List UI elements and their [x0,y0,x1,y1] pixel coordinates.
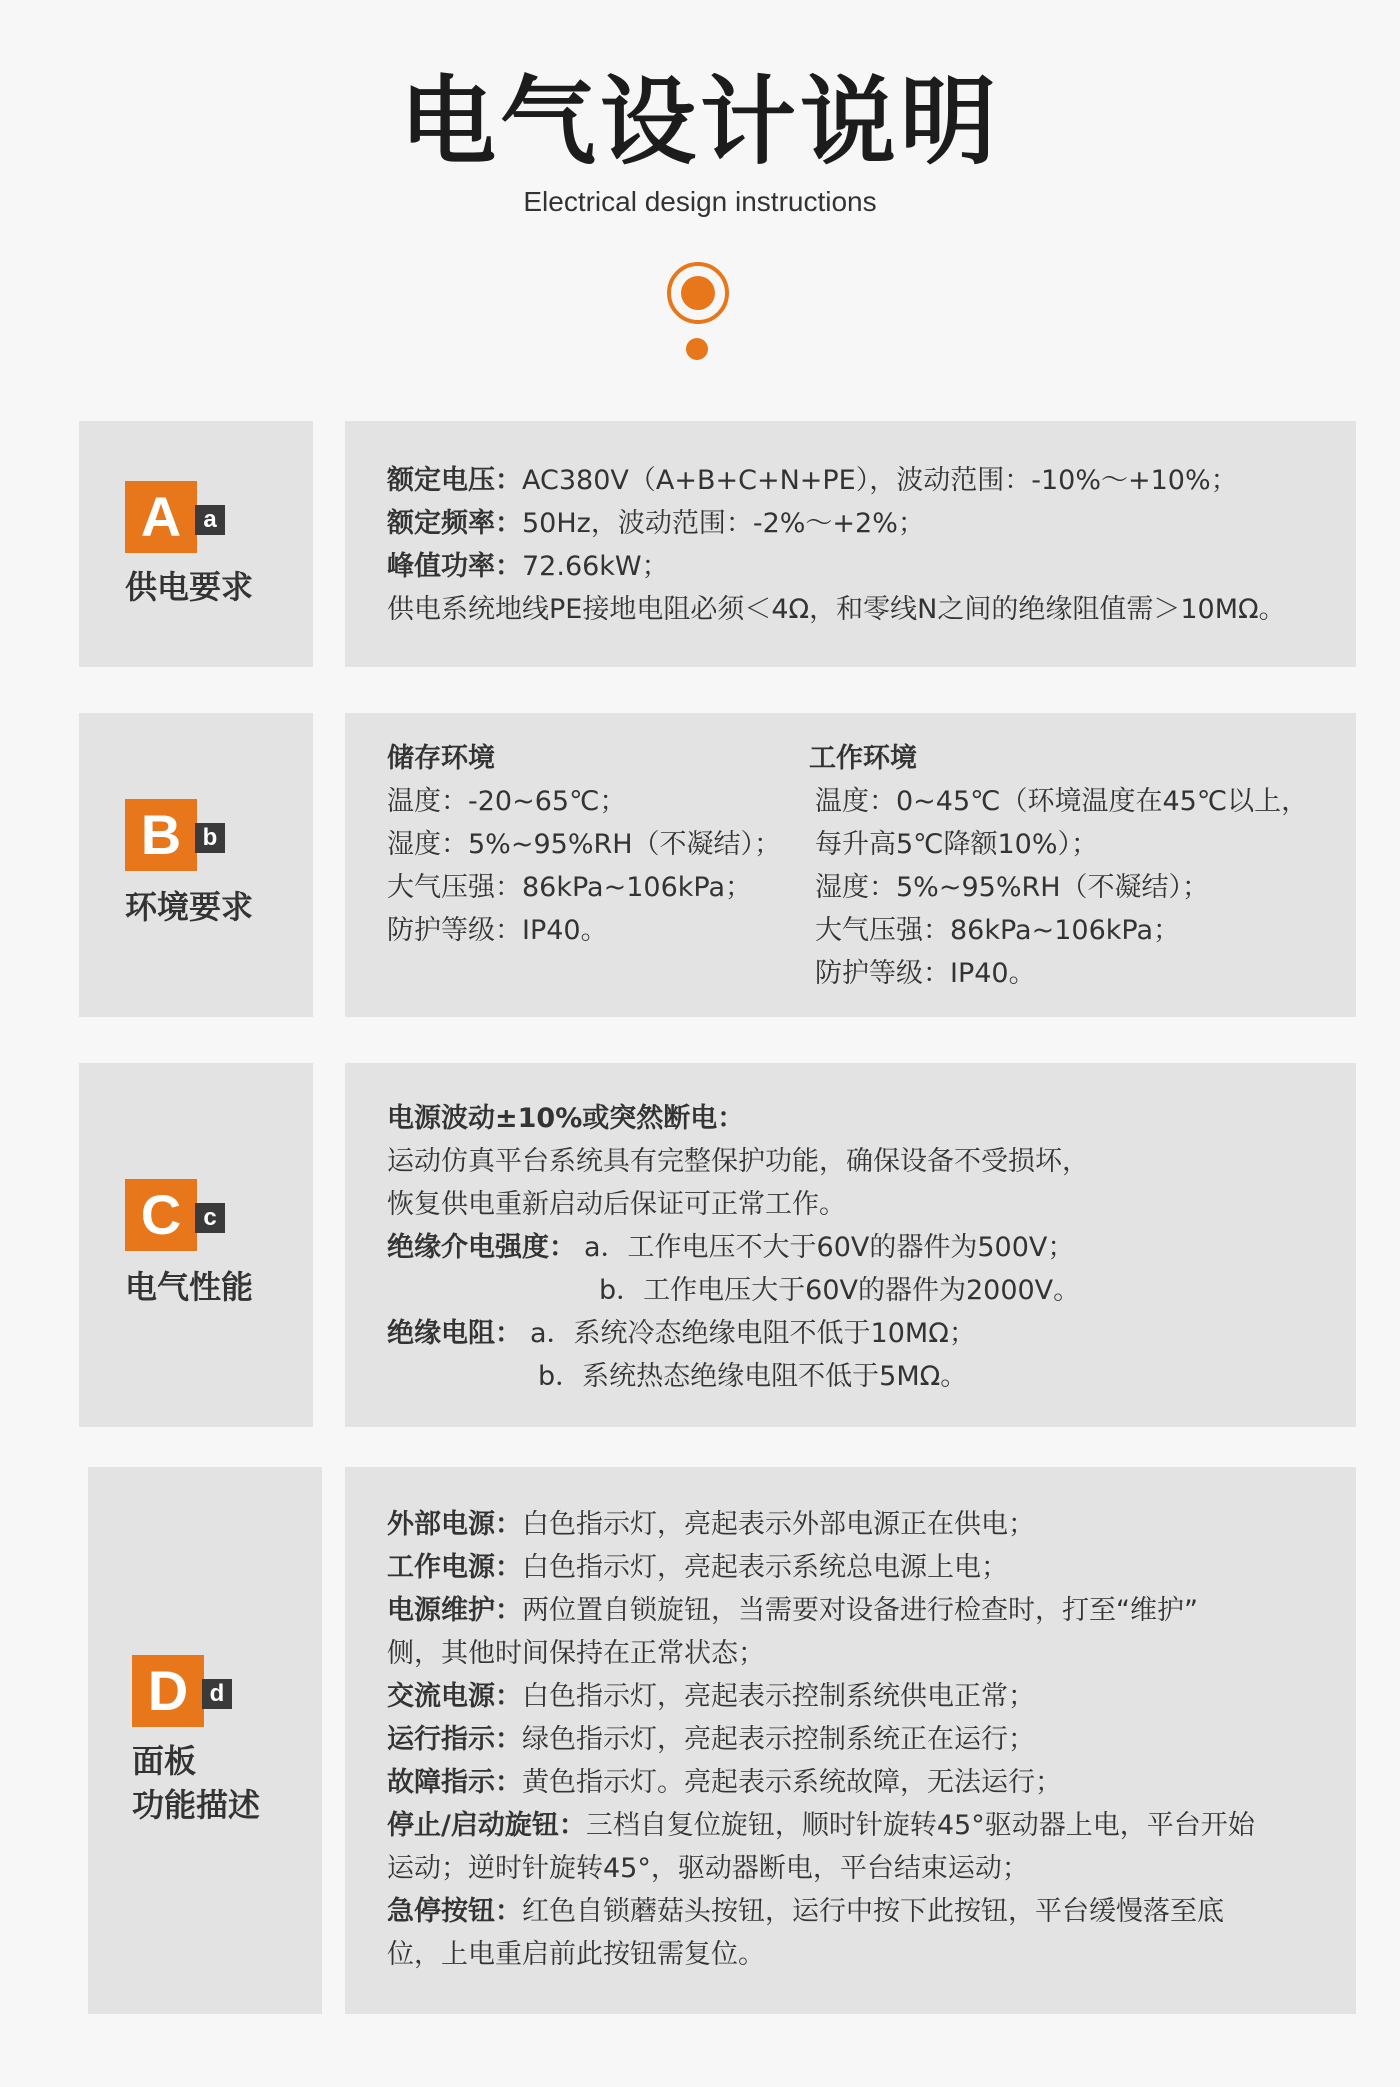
insulation-strength-label: 绝缘介电强度： [387,1232,576,1263]
storage-line: 湿度：5%~95%RH（不凝结）； [387,829,782,860]
section-c-line: 恢复供电重新启动后保证可正常工作。 [387,1189,846,1220]
section-d-label-panel [88,1467,322,2014]
page-title: 电气设计说明 [400,66,1000,178]
section-a-line: 额定频率：50Hz，波动范围：-2%～+2%； [387,508,925,539]
working-line: 防护等级：IP40。 [815,958,1036,989]
storage-heading: 储存环境 [387,743,495,774]
ring-core [681,276,715,310]
panel-function-line: 工作电源：白色指示灯，亮起表示系统总电源上电； [387,1552,1008,1583]
section-a-sub-letter: a [195,505,225,535]
section-d-letter: D [132,1655,204,1727]
panel-function-line: 运行指示：绿色指示灯，亮起表示控制系统正在运行； [387,1724,1035,1755]
section-d-sub-letter: d [202,1679,232,1709]
section-b-name: 环境要求 [125,888,254,926]
working-line: 湿度：5%~95%RH（不凝结）； [815,872,1210,903]
panel-function-line: 侧，其他时间保持在正常状态； [387,1638,765,1669]
section-c-content [387,1097,1089,1398]
panel-function-line: 故障指示：黄色指示灯。亮起表示系统故障，无法运行； [387,1767,1062,1798]
page-subtitle: Electrical design instructions [523,186,877,217]
insulation-strength-row: b．工作电压大于60V的器件为2000V。 [599,1275,1081,1306]
insulation-resistance-label: 绝缘电阻： [387,1318,522,1349]
section-a-line: 供电系统地线PE接地电阻必须＜4Ω，和零线N之间的绝缘阻值需＞10MΩ。 [387,594,1286,625]
working-line: 温度：0~45℃（环境温度在45℃以上， [815,786,1309,817]
section-d-content [387,1503,1255,1976]
working-heading: 工作环境 [809,743,917,774]
section-a-content [387,459,1286,631]
section-b-label-panel [79,713,313,1017]
section-a-name: 供电要求 [125,568,254,606]
section-c-letter: C [125,1179,197,1251]
section-a-line: 峰值功率：72.66kW； [387,551,669,582]
power-fluctuation-heading: 电源波动±10%或突然断电： [387,1103,745,1134]
storage-line: 防护等级：IP40。 [387,915,608,946]
storage-line: 温度：-20~65℃； [387,786,627,817]
panel-function-line: 停止/启动旋钮：三档自复位旋钮，顺时针旋转45°驱动器上电，平台开始 [387,1810,1255,1841]
panel-function-line: 运动；逆时针旋转45°，驱动器断电，平台结束运动； [387,1853,1029,1884]
section-c-label-panel [79,1063,313,1427]
section-d-content-panel [345,1467,1356,2014]
storage-column [387,737,781,952]
section-a-content-panel [345,421,1356,667]
working-line: 大气压强：86kPa~106kPa； [815,915,1181,946]
section-b-sub-letter: b [195,823,225,853]
section-c-line: 运动仿真平台系统具有完整保护功能，确保设备不受损坏， [387,1146,1089,1177]
storage-line: 大气压强：86kPa~106kPa； [387,872,753,903]
section-c-content-panel [345,1063,1356,1427]
section-c-name: 电气性能 [125,1268,254,1306]
working-line: 每升高5℃降额10%）； [815,829,1099,860]
panel-function-line: 电源维护：两位置自锁旋钮，当需要对设备进行检查时，打至“维护” [387,1595,1198,1626]
decorative-ring-icon [667,262,729,324]
section-b-content-panel [345,713,1356,1017]
panel-function-line: 外部电源：白色指示灯，亮起表示外部电源正在供电； [387,1509,1035,1540]
panel-function-line: 急停按钮：红色自锁蘑菇头按钮，运行中按下此按钮，平台缓慢落至底 [387,1896,1224,1927]
section-d-name-line2: 功能描述 [132,1786,261,1824]
insulation-resistance-row: b．系统热态绝缘电阻不低于5MΩ。 [538,1361,968,1392]
panel-function-line: 交流电源：白色指示灯，亮起表示控制系统供电正常； [387,1681,1035,1712]
working-column [809,737,1308,995]
insulation-strength-row: 绝缘介电强度： a．工作电压不大于60V的器件为500V； [387,1232,1075,1263]
section-c-sub-letter: c [195,1203,225,1233]
section-d-name-line1: 面板 [132,1742,197,1780]
section-a-letter: A [125,481,197,553]
section-a-line: 额定电压：AC380V（A+B+C+N+PE），波动范围：-10%～+10%； [387,465,1238,496]
decorative-dot-icon [686,338,708,360]
section-b-letter: B [125,799,197,871]
panel-function-line: 位，上电重启前此按钮需复位。 [387,1939,765,1970]
insulation-resistance-row: 绝缘电阻： a．系统冷态绝缘电阻不低于10MΩ； [387,1318,976,1349]
section-a-label-panel [79,421,313,667]
